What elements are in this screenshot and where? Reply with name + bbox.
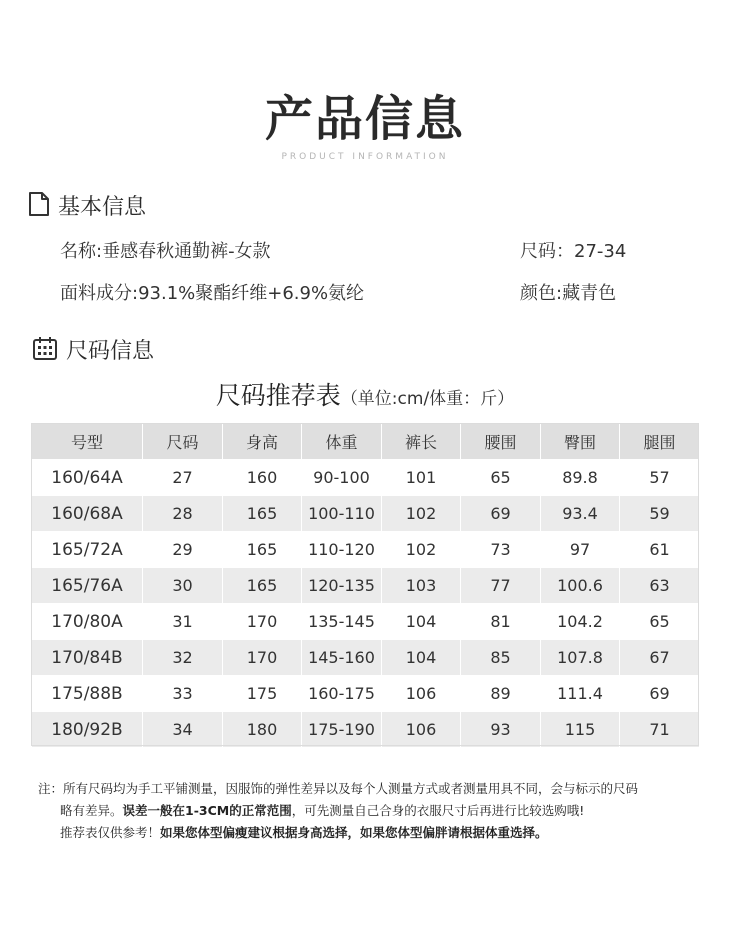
table-cell: 85: [461, 640, 541, 676]
size-info-label: 尺码信息: [66, 339, 155, 364]
table-cell: 100.6: [541, 568, 620, 604]
table-cell: 107.8: [541, 640, 620, 676]
table-cell: 135-145: [302, 604, 382, 640]
column-header: 裤长: [382, 424, 461, 460]
table-cell: 170: [223, 604, 302, 640]
table-cell: 175-190: [302, 712, 382, 748]
basic-info-heading: [28, 190, 146, 221]
table-cell: 93: [461, 712, 541, 748]
column-header: 尺码: [143, 424, 223, 460]
table-cell: 175/88B: [32, 676, 143, 712]
table-row: [32, 532, 700, 568]
table-cell: 160-175: [302, 676, 382, 712]
note-line-3: [38, 822, 638, 844]
table-cell: 65: [620, 604, 700, 640]
table-cell: 102: [382, 532, 461, 568]
table-row: [32, 496, 700, 532]
size-info-heading: [32, 334, 154, 365]
table-cell: 111.4: [541, 676, 620, 712]
page-subtitle: PRODUCT INFORMATION: [281, 152, 449, 162]
size-table-unit: （单位:cm/体重：斤）: [340, 389, 515, 409]
table-cell: 102: [382, 496, 461, 532]
note-line-3-emphasis: 如果您体型偏瘦建议根据身高选择，如果您体型偏胖请根据体重选择。: [160, 825, 548, 840]
size-table-header: [32, 424, 700, 460]
table-cell: 170/84B: [32, 640, 143, 676]
table-cell: 69: [461, 496, 541, 532]
table-cell: 180/92B: [32, 712, 143, 748]
size-table: [31, 423, 700, 748]
table-cell: 165/72A: [32, 532, 143, 568]
table-cell: 104: [382, 640, 461, 676]
table-cell: 115: [541, 712, 620, 748]
basic-info-label: 基本信息: [58, 195, 147, 220]
size-table-title: [0, 376, 730, 412]
note-line-1: 注：所有尺码均为手工平铺测量，因服饰的弹性差异以及每个人测量方式或者测量用具不同，会与标示的尺码: [38, 781, 639, 796]
column-header: 腿围: [620, 424, 700, 460]
table-cell: 27: [143, 460, 223, 496]
table-cell: 97: [541, 532, 620, 568]
table-cell: 65: [461, 460, 541, 496]
table-cell: 93.4: [541, 496, 620, 532]
table-row: [32, 604, 700, 640]
table-row: [32, 712, 700, 748]
column-header: 臀围: [541, 424, 620, 460]
table-cell: 89: [461, 676, 541, 712]
note-line-2-emphasis: 误差一般在1-3CM的正常范围: [122, 803, 292, 818]
table-cell: 165: [223, 496, 302, 532]
column-header: 体重: [302, 424, 382, 460]
note-line-2-start: 略有差异。: [60, 803, 123, 818]
table-cell: 89.8: [541, 460, 620, 496]
table-cell: 180: [223, 712, 302, 748]
table-cell: 81: [461, 604, 541, 640]
table-cell: 29: [143, 532, 223, 568]
note-line-2-end: ，可先测量自己合身的衣服尺寸后再进行比较选购哦!: [291, 803, 585, 818]
page-title: 产品信息: [264, 91, 465, 147]
table-cell: 30: [143, 568, 223, 604]
table-cell: 110-120: [302, 532, 382, 568]
table-cell: 101: [382, 460, 461, 496]
table-row: [32, 676, 700, 712]
table-cell: 69: [620, 676, 700, 712]
table-cell: 145-160: [302, 640, 382, 676]
note-line-2: [38, 800, 638, 822]
table-cell: 100-110: [302, 496, 382, 532]
table-cell: 106: [382, 712, 461, 748]
table-cell: 170/80A: [32, 604, 143, 640]
table-cell: 104.2: [541, 604, 620, 640]
column-header: 身高: [223, 424, 302, 460]
size-table-title-main: 尺码推荐表: [215, 381, 341, 410]
table-cell: 160: [223, 460, 302, 496]
document-icon: [28, 191, 50, 221]
product-color: 颜色:藏青色: [520, 283, 617, 304]
table-cell: 32: [143, 640, 223, 676]
table-cell: 77: [461, 568, 541, 604]
product-size-range: 尺码：27-34: [520, 241, 627, 262]
table-cell: 103: [382, 568, 461, 604]
table-cell: 63: [620, 568, 700, 604]
table-cell: 165/76A: [32, 568, 143, 604]
calendar-icon: [32, 335, 58, 365]
note-line-3-start: 推荐表仅供参考！: [60, 825, 161, 840]
table-row: [32, 460, 700, 496]
table-cell: 71: [620, 712, 700, 748]
table-cell: 67: [620, 640, 700, 676]
table-cell: 106: [382, 676, 461, 712]
table-cell: 57: [620, 460, 700, 496]
table-cell: 175: [223, 676, 302, 712]
table-cell: 61: [620, 532, 700, 568]
table-cell: 160/68A: [32, 496, 143, 532]
table-cell: 59: [620, 496, 700, 532]
table-cell: 73: [461, 532, 541, 568]
table-cell: 31: [143, 604, 223, 640]
table-cell: 104: [382, 604, 461, 640]
product-fabric: 面料成分:93.1%聚酯纤维+6.9%氨纶: [60, 283, 365, 304]
table-cell: 90-100: [302, 460, 382, 496]
column-header: 号型: [32, 424, 143, 460]
product-name: 名称:垂感春秋通勤裤-女款: [60, 241, 271, 262]
table-row: [32, 568, 700, 604]
table-cell: 170: [223, 640, 302, 676]
table-cell: 160/64A: [32, 460, 143, 496]
table-cell: 120-135: [302, 568, 382, 604]
table-cell: 28: [143, 496, 223, 532]
measurement-note: [38, 778, 638, 844]
table-row: [32, 640, 700, 676]
table-cell: 165: [223, 568, 302, 604]
column-header: 腰围: [461, 424, 541, 460]
table-cell: 33: [143, 676, 223, 712]
table-cell: 34: [143, 712, 223, 748]
table-cell: 165: [223, 532, 302, 568]
